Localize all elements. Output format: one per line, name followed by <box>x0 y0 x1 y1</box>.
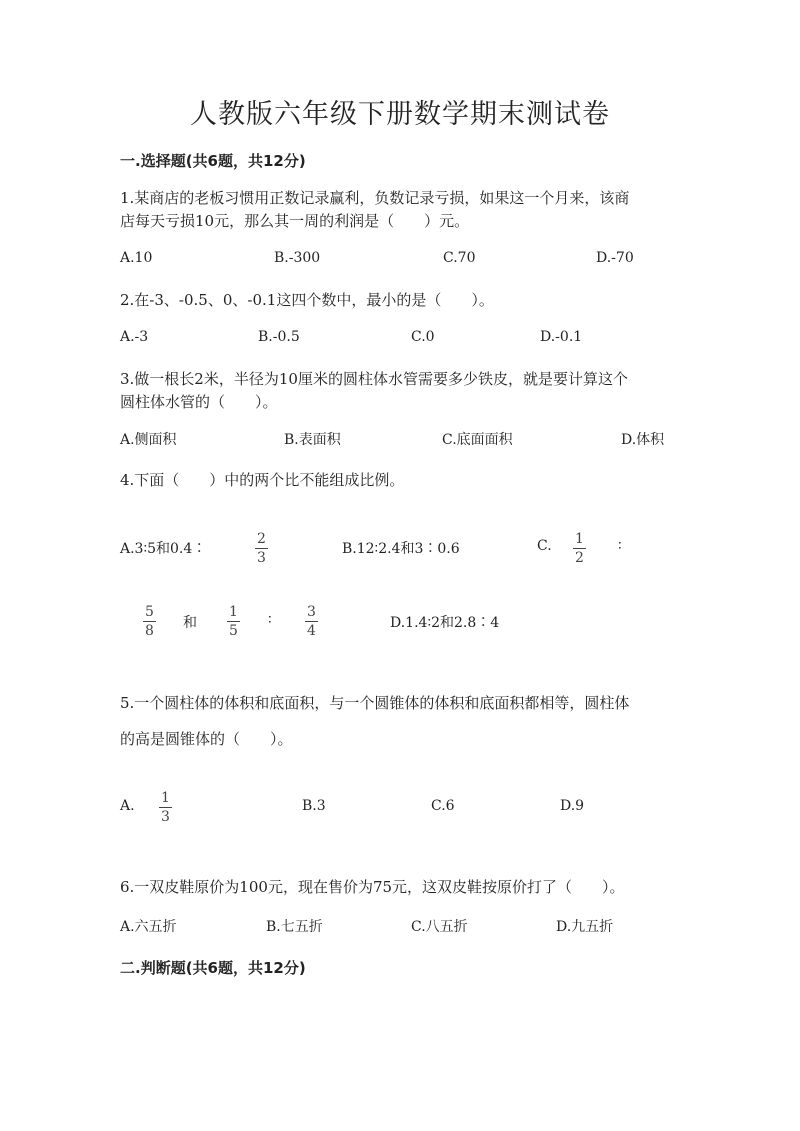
question-6-option-a: A.六五折 <box>120 919 177 935</box>
fraction-numerator: 2 <box>257 531 266 547</box>
question-3-option-a: A.侧面积 <box>120 432 177 448</box>
question-1-option-a: A.10 <box>120 250 153 266</box>
question-4-line-1: 4.下面（ ）中的两个比不能组成比例。 <box>120 471 405 489</box>
fraction-bar <box>255 548 268 549</box>
fraction-numerator: 1 <box>575 531 584 547</box>
question-4-option-b: B.12∶2.4和3∶0.6 <box>342 541 460 557</box>
fraction-bar <box>159 807 172 808</box>
question-4-and-word: 和 <box>183 615 197 631</box>
question-4-option-c-text: C. <box>537 538 552 554</box>
fraction-bar <box>143 621 156 622</box>
question-2-line-1: 2.在-3、-0.5、0、-0.1这四个数中，最小的是（ ）。 <box>120 291 494 309</box>
fraction-numerator: 1 <box>161 790 170 806</box>
fraction-numerator: 5 <box>145 604 154 620</box>
question-1-line-1: 1.某商店的老板习惯用正数记录赢利，负数记录亏损，如果这一个月来，该商 <box>120 189 630 207</box>
fraction-denominator: 3 <box>257 550 266 566</box>
question-4-option-d: D.1.4∶2和2.8∶4 <box>390 615 500 631</box>
question-4-option-c-fraction-4 <box>305 604 318 639</box>
question-3-option-b: B.表面积 <box>284 432 341 448</box>
section-heading-choice: 一.选择题(共6题，共12分) <box>120 152 306 170</box>
question-5-option-a-text: A. <box>120 798 135 814</box>
question-2-option-b: B.-0.5 <box>258 329 300 345</box>
question-1-option-c: C.70 <box>443 250 476 266</box>
fraction-bar <box>305 621 318 622</box>
question-4-ratio-colon: ∶ <box>618 538 622 554</box>
question-4-option-c-fraction-3 <box>227 604 240 639</box>
question-2-option-c: C.0 <box>411 329 435 345</box>
question-2-option-a: A.-3 <box>120 329 149 345</box>
fraction-denominator: 8 <box>145 623 154 639</box>
question-3-line-1: 3.做一根长2米，半径为10厘米的圆柱体水管需要多少铁皮，就是要计算这个 <box>120 370 628 388</box>
fraction-denominator: 2 <box>575 550 584 566</box>
question-1-option-b: B.-300 <box>274 250 321 266</box>
question-5-option-d: D.9 <box>560 798 585 814</box>
question-5-line-1: 5.一个圆柱体的体积和底面积，与一个圆锥体的体积和底面积都相等，圆柱体 <box>120 694 630 712</box>
fraction-bar <box>227 621 240 622</box>
question-6-option-d: D.九五折 <box>556 919 614 935</box>
question-4-option-c-fraction-1 <box>573 531 586 566</box>
fraction-numerator: 1 <box>229 604 238 620</box>
question-6-option-b: B.七五折 <box>266 919 323 935</box>
question-4-option-c-fraction-2 <box>143 604 156 639</box>
question-1-line-2: 店每天亏损10元，那么其一周的利润是（ ）元。 <box>120 212 470 230</box>
question-5-option-a-fraction <box>159 790 172 825</box>
question-4-option-a-text: A.3∶5和0.4∶ <box>120 541 207 557</box>
fraction-numerator: 3 <box>307 604 316 620</box>
question-5-option-b: B.3 <box>302 798 326 814</box>
question-4-option-a-fraction <box>255 531 268 566</box>
fraction-denominator: 4 <box>307 623 316 639</box>
question-3-line-2: 圆柱体水管的（ ）。 <box>120 393 278 411</box>
section-heading-true-false: 二.判断题(共6题，共12分) <box>120 959 306 977</box>
fraction-denominator: 3 <box>161 809 170 825</box>
page-title: 人教版六年级下册数学期末测试卷 <box>190 99 610 130</box>
question-4-ratio-colon-2: ∶ <box>268 612 272 628</box>
question-6-line-1: 6.一双皮鞋原价为100元，现在售价为75元，这双皮鞋按原价打了（ ）。 <box>120 878 625 896</box>
question-1-option-d: D.-70 <box>596 250 634 266</box>
fraction-bar <box>573 548 586 549</box>
question-3-option-c: C.底面面积 <box>442 432 513 448</box>
question-2-option-d: D.-0.1 <box>540 329 583 345</box>
question-6-option-c: C.八五折 <box>411 919 468 935</box>
question-3-option-d: D.体积 <box>621 432 665 448</box>
question-5-line-2: 的高是圆锥体的（ ）。 <box>120 730 293 748</box>
fraction-denominator: 5 <box>229 623 238 639</box>
question-5-option-c: C.6 <box>431 798 455 814</box>
